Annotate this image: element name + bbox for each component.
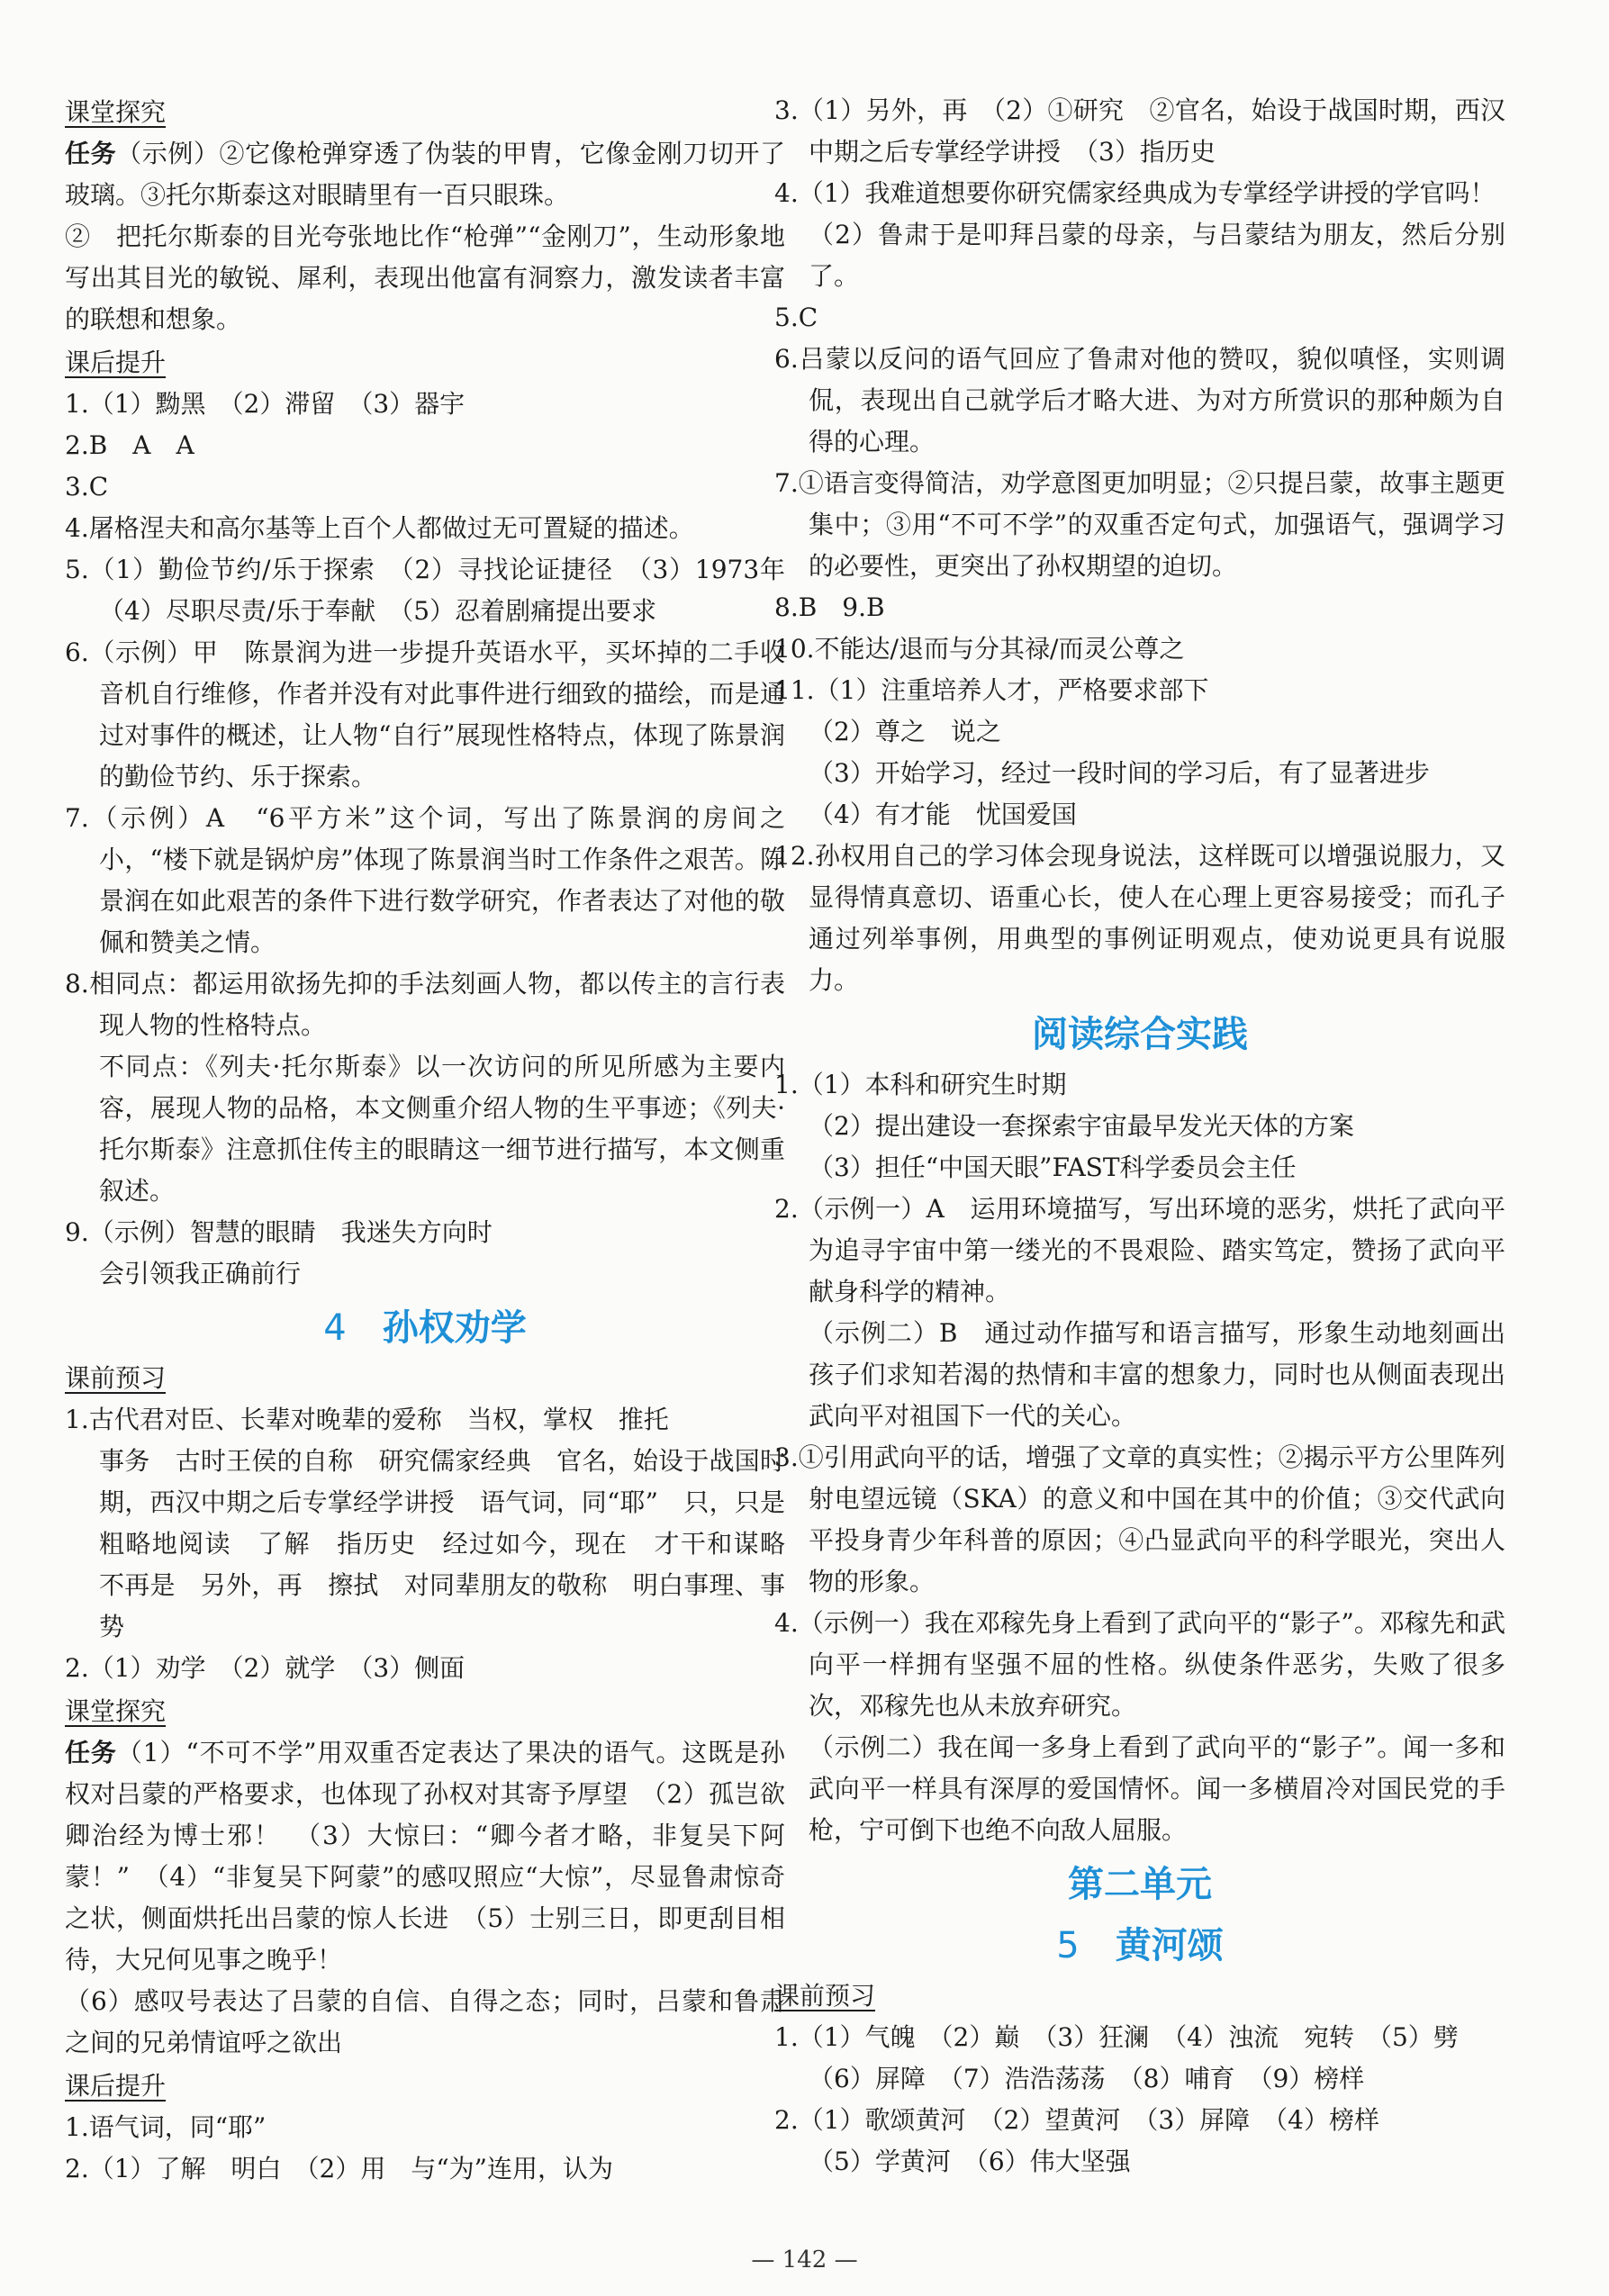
list-item: 12.孙权用自己的学习体会现身说法，这样既可以增强说服力，又显得情真意切、语重心长，使人在心理上更容易接受；而孔子通过列举事例，用典型的事例证明观点，使劝说更具有说服力。 (774, 841, 1505, 995)
list-item-extra: （示例二）B 通过动作描写和语言描写，形象生动地刻画出孩子们求知若渴的热情和丰富的想象力，同时也从侧面表现出武向平对祖国下一代的关心。 (809, 1318, 1505, 1431)
task-text: （1）“不可不学”用双重否定表达了果决的语气。这既是孙权对吕蒙的严格要求，也体现了孙权对其寄予厚望 （2）孤岂欲卿治经为博士邪！ （3）大惊曰：“卿今者才略，非复吴下阿蒙！” （4）“非复吴下阿蒙”的感叹照应“大惊”，尽显鲁肃惊奇之状，侧面烘托出吕蒙的惊人长进 （5）士别三日，即更刮目相待，大兄何见事之晚乎！ (65, 1738, 785, 1975)
list-item: 5.（1）勤俭节约/乐于探索 （2）寻找论证捷径 （3）1973年 （4）尽职尽责/乐于奉献 （5）忍着剧痛提出要求 (65, 555, 811, 626)
list-item-sub: （2）尊之 说之 (809, 717, 1001, 746)
list-item: 1.古代君对臣、长辈对晚辈的爱称 当权，掌权 推托 (65, 1405, 669, 1434)
list-item: 1.（1）黝黑 （2）滞留 （3）器宇 (65, 389, 466, 419)
task-paragraph-2: ② 把托尔斯泰的目光夸张地比作“枪弹”“金刚刀”，生动形象地写出其目光的敏锐、犀利，表现出他富有洞察力，激发读者丰富的联想和想象。 (65, 221, 785, 334)
list-item: 1.（1）本科和研究生时期 (774, 1070, 1067, 1099)
list-item: 6.（示例）甲 陈景润为进一步提升英语水平，买坏掉的二手收音机自行维修，作者并没有对此事件进行细致的描绘，而是通过对事件的概述，让人物“自行”展现性格特点，体现了陈景润的勤俭节约、乐于探索。 (65, 637, 785, 791)
right-column (774, 90, 1505, 2183)
list-item: 1.语气词，同“耶” (65, 2112, 267, 2142)
page-number: — 142 — (751, 2246, 858, 2273)
list-item: 4.（1）我难道想要你研究儒家经典成为专掌经学讲授的学官吗！ (774, 178, 1496, 208)
task-paragraph-2: （6）感叹号表达了吕蒙的自信、自得之态；同时，吕蒙和鲁肃之间的兄弟情谊呼之欲出 (65, 1986, 785, 2057)
list-item-extra: （5）学黄河 （6）伟大坚强 (809, 2147, 1131, 2176)
unit-title: 第二单元 (1068, 1864, 1212, 1905)
list-item-extra: （2）鲁肃于是叩拜吕蒙的母亲，与吕蒙结为朋友，然后分别了。 (809, 220, 1505, 291)
section-label-after-class: 课后提升 (65, 2071, 167, 2101)
list-item: 2.B A A (65, 430, 194, 460)
list-item-sub: （3）担任“中国天眼”FAST科学委员会主任 (809, 1153, 1297, 1182)
list-item-sub: （2）提出建设一套探索宇宙最早发光天体的方案 (809, 1111, 1354, 1141)
task-paragraph (65, 1732, 785, 1981)
list-item-extra: 会引领我正确前行 (99, 1259, 302, 1288)
list-item: 6.吕蒙以反问的语气回应了鲁肃对他的赞叹，貌似嗔怪，实则调侃，表现出自己就学后才略大进、为对方所赏识的那种颇为自得的心理。 (774, 344, 1505, 456)
section-label-preview: 课前预习 (774, 1981, 876, 2011)
list-item: 2.（示例一）A 运用环境描写，写出环境的恶劣，烘托了武向平为追寻宇宙中第一缕光的不畏艰险、踏实笃定，赞扬了武向平献身科学的精神。 (774, 1194, 1505, 1306)
list-item: 2.（1）歌颂黄河 （2）望黄河 （3）屏障 （4）榜样 (774, 2105, 1379, 2135)
list-item-extra: 事务 古时王侯的自称 研究儒家经典 官名，始设于战国时期，西汉中期之后专掌经学讲授 语气词，同“耶” 只，只是 粗略地阅读 了解 指历史 经过如今，现在 才干和谋略 不再是 另外，再 擦拭 对同辈朋友的敬称 明白事理、事势 (99, 1446, 811, 1641)
list-item: 8.B 9.B (774, 592, 885, 622)
list-item: 7.（示例）A “6平方米”这个词，写出了陈景润的房间之小，“楼下就是锅炉房”体现了陈景润当时工作条件之艰苦。陈景润在如此艰苦的条件下进行数学研究，作者表达了对他的敬佩和赞美之情。 (65, 803, 785, 957)
section-label-after-class: 课后提升 (65, 348, 167, 377)
list-item-extra: （6）屏障 （7）浩浩荡荡 （8）哺育 （9）榜样 (809, 2064, 1365, 2093)
list-item: 9.（示例）智慧的眼睛 我迷失方向时 (65, 1217, 493, 1247)
list-item: 3.C (65, 472, 109, 502)
practice-title: 阅读综合实践 (1032, 1014, 1248, 1055)
lesson-name: 黄河颂 (1115, 1925, 1224, 1966)
section-label-preview: 课前预习 (65, 1363, 167, 1393)
list-item-sub: （4）有才能 忧国爱国 (809, 800, 1077, 829)
list-item: 2.（1）了解 明白 （2）用 与“为”连用，认为 (65, 2154, 613, 2183)
list-item: 3.（1）另外，再 （2）①研究 ②官名，始设于战国时期，西汉中期之后专掌经学讲授 （3）指历史 (774, 95, 1505, 167)
list-item: 1.（1）气魄 （2）巅 （3）狂澜 （4）浊流 宛转 （5）劈 (774, 2022, 1459, 2052)
list-item: 8.相同点：都运用欲扬先抑的手法刻画人物，都以传主的言行表现人物的性格特点。 (65, 969, 785, 1040)
lesson-title (774, 1918, 1505, 1974)
task-paragraph (65, 133, 785, 216)
section-label-classroom: 课堂探究 (65, 97, 167, 127)
section-label-classroom: 课堂探究 (65, 1696, 167, 1726)
list-item: 5.C (774, 303, 818, 332)
lesson-number: 5 (1056, 1925, 1080, 1966)
lesson-title (65, 1300, 785, 1356)
task-text: （示例）②它像枪弹穿透了伪装的甲胄，它像金刚刀切开了玻璃。③托尔斯泰这对眼睛里有一百只眼珠。 (65, 139, 785, 210)
list-item: 4.屠格涅夫和高尔基等上百个人都做过无可置疑的描述。 (65, 513, 694, 543)
list-item: 2.（1）劝学 （2）就学 （3）侧面 (65, 1653, 466, 1683)
list-item-sub: （3）开始学习，经过一段时间的学习后，有了显著进步 (809, 758, 1430, 788)
lesson-name: 孙权劝学 (382, 1307, 527, 1349)
list-item: 11.（1）注重培养人才，严格要求部下 (774, 675, 1209, 705)
list-item: 7.①语言变得简洁，劝学意图更加明显；②只提吕蒙，故事主题更集中；③用“不可不学”的双重否定句式，加强语气，强调学习的必要性，更突出了孙权期望的迫切。 (774, 468, 1505, 581)
lesson-number: 4 (323, 1307, 347, 1349)
task-label: 任务 (65, 139, 117, 168)
list-item: 3.①引用武向平的话，增强了文章的真实性；②揭示平方公里阵列射电望远镜（SKA）的意义和中国在其中的价值；③交代武向平投身青少年科普的原因；④凸显武向平的科学眼光，突出人物的形象。 (774, 1442, 1505, 1596)
list-item-extra: 不同点：《列夫·托尔斯泰》以一次访问的所见所感为主要内容，展现人物的品格，本文侧重介绍人物的生平事迹；《列夫·托尔斯泰》注意抓住传主的眼睛这一细节进行描写，本文侧重叙述。 (99, 1052, 785, 1206)
list-item: 4.（示例一）我在邓稼先身上看到了武向平的“影子”。邓稼先和武向平一样拥有坚强不屈的性格。纵使条件恶劣，失败了很多次，邓稼先也从未放弃研究。 (774, 1608, 1505, 1721)
list-item: 10.不能达/退而与分其禄/而灵公尊之 (774, 634, 1185, 664)
list-item-extra: （示例二）我在闻一多身上看到了武向平的“影子”。闻一多和武向平一样具有深厚的爱国情怀。闻一多横眉冷对国民党的手枪，宁可倒下也绝不向敌人屈服。 (809, 1732, 1505, 1845)
task-label: 任务 (65, 1738, 117, 1767)
